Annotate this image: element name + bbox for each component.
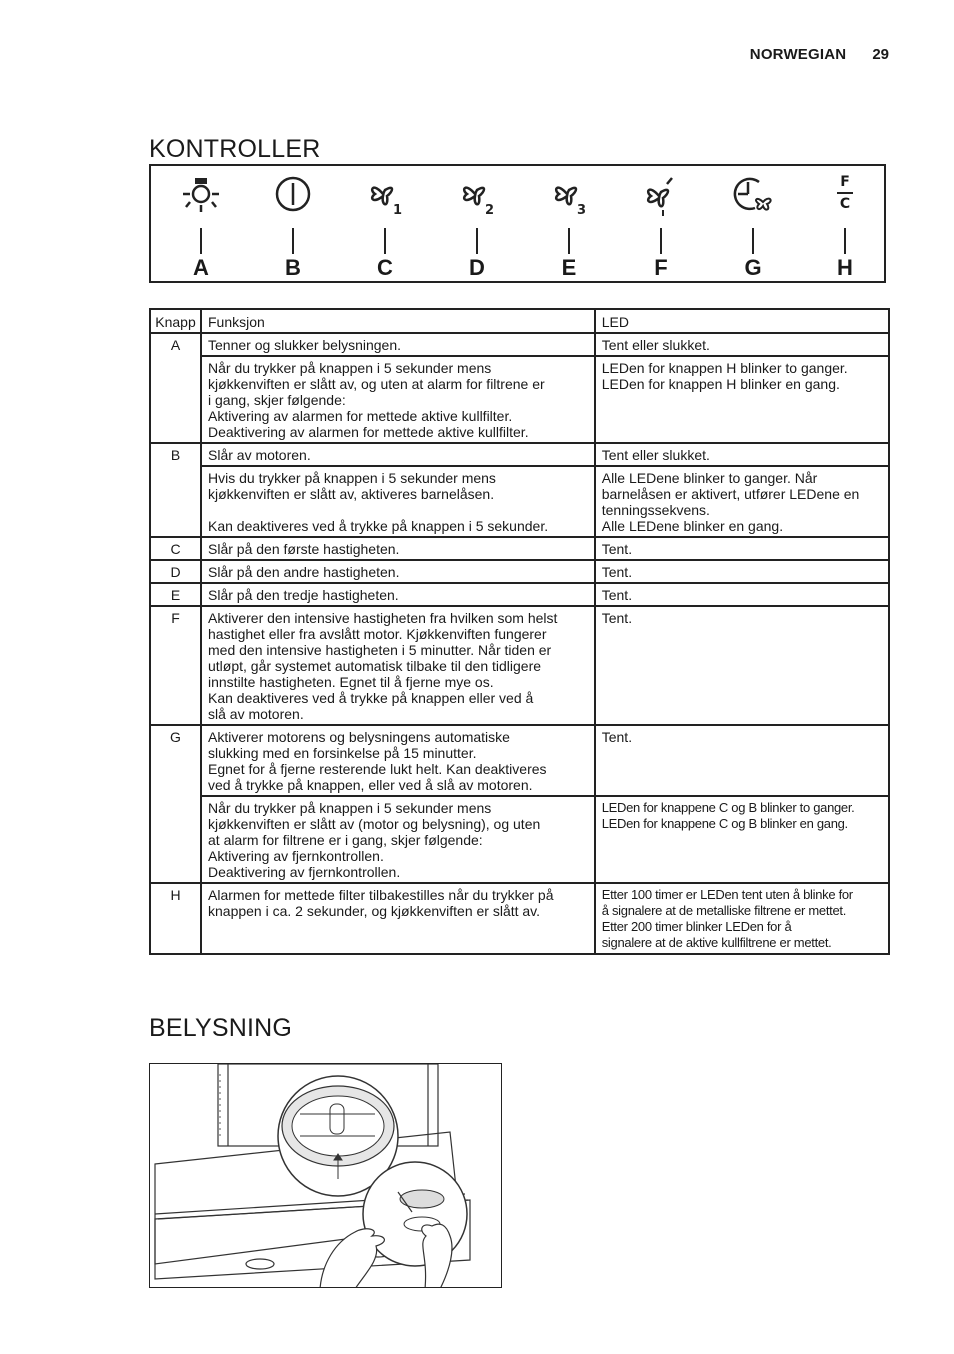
led-a-2: LEDen for knappen H blinker to ganger. LEDen for knappen H blinker en gang.: [595, 356, 889, 443]
control-d-letter: D: [469, 255, 485, 280]
header-funksjon: Funksjon: [201, 309, 595, 333]
key-c: C: [150, 537, 201, 560]
key-d: D: [150, 560, 201, 583]
control-d: [447, 166, 507, 281]
table-row: [150, 560, 889, 583]
table-row: [150, 537, 889, 560]
key-h: H: [150, 883, 201, 954]
lighting-section-title: BELYSNING: [149, 1014, 293, 1042]
table-row: [150, 606, 889, 725]
header-led: LED: [595, 309, 889, 333]
control-a-tick: [200, 228, 202, 254]
key-a: A: [150, 333, 201, 443]
control-f-tick: [660, 228, 662, 254]
control-d-tick: [476, 228, 478, 254]
control-e-tick: [568, 228, 570, 254]
header-knapp: Knapp: [150, 309, 201, 333]
hood-lamp-replacement-drawing: [150, 1064, 502, 1288]
fn-b-2: Hvis du trykker på knappen i 5 sekunder mens kjøkkenviften er slått av, aktiveres barnelåsen. Kan deaktiveres ved å trykke på knappen i 5 sekunder.: [201, 466, 595, 537]
table-row: [150, 333, 889, 356]
lighting-illustration: [149, 1063, 502, 1288]
svg-text:2: 2: [485, 203, 495, 218]
key-e: E: [150, 583, 201, 606]
page-header: [750, 46, 889, 63]
table-header-row: [150, 309, 889, 333]
control-panel-diagram: [149, 164, 886, 283]
fn-a-2: Når du trykker på knappen i 5 sekunder mens kjøkkenviften er slått av, og uten at alarm for filtrene er i gang, skjer følgende: Aktivering av alarmen for mettede aktive kullfilter. Deaktivering av alarmen for mettede aktive kullfilter.: [201, 356, 595, 443]
timer-fan-icon: [733, 176, 777, 220]
light-bulb-icon: [181, 176, 221, 220]
fn-f: Aktiverer den intensive hastigheten fra hvilken som helst hastighet eller fra avslått motor. Kjøkkenviften fungerer med den intensive hastigheten i 5 minutter. Når tiden er utløpt, går systemet automatisk tilbake til den tidligere innstilte hastigheten. Egnet til å fjerne mye os. Kan deaktiveres ved å trykke på knappen eller ved å slå av motoren.: [201, 606, 595, 725]
control-a-letter: A: [193, 255, 209, 280]
control-b: [263, 166, 323, 281]
table-row: [150, 883, 889, 954]
control-g: [723, 166, 783, 281]
control-b-tick: [292, 228, 294, 254]
led-h: Etter 100 timer er LEDen tent uten å blinke for å signalere at de metalliske filtrene er mettet. Etter 200 timer blinker LEDen for å signalere at de aktive kullfiltrene er mettet.: [595, 883, 889, 954]
fn-a-1: Tenner og slukker belysningen.: [201, 333, 595, 356]
control-a: [171, 166, 231, 281]
control-h: [815, 166, 875, 281]
table-row: [150, 725, 889, 796]
led-c: Tent.: [595, 537, 889, 560]
led-a-1: Tent eller slukket.: [595, 333, 889, 356]
control-c: [355, 166, 415, 281]
table-row: [150, 356, 889, 443]
fan-speed-1-icon: [365, 176, 405, 220]
table-row: [150, 796, 889, 883]
control-b-letter: B: [285, 255, 301, 280]
table-row: [150, 583, 889, 606]
filter-fc-bottom: C: [839, 195, 851, 212]
control-e-letter: E: [561, 255, 577, 280]
filter-fc-top: F: [840, 174, 850, 190]
filter-fc-icon: [835, 174, 855, 212]
led-d: Tent.: [595, 560, 889, 583]
svg-text:1: 1: [393, 203, 403, 218]
language-label: NORWEGIAN: [749, 46, 847, 63]
controls-function-table: [149, 308, 890, 955]
led-b-1: Tent eller slukket.: [595, 443, 889, 466]
control-h-letter: H: [837, 255, 853, 280]
fn-e: Slår på den tredje hastigheten.: [201, 583, 595, 606]
control-e: [539, 166, 599, 281]
svg-text:3: 3: [577, 203, 587, 218]
table-row: [150, 466, 889, 537]
fn-h: Alarmen for mettede filter tilbakestilles når du trykker på knappen i ca. 2 sekunder, og kjøkkenviften er slått av.: [201, 883, 595, 954]
fn-g-2: Når du trykker på knappen i 5 sekunder mens kjøkkenviften er slått av (motor og belysning), og uten at alarm for filtrene er i gang, skjer følgende: Aktivering av fjernkontrollen. Deaktivering av fjernkontrollen.: [201, 796, 595, 883]
page-number: 29: [872, 46, 889, 63]
control-c-tick: [384, 228, 386, 254]
fn-d: Slår på den andre hastigheten.: [201, 560, 595, 583]
led-b-2: Alle LEDene blinker to ganger. Når barnelåsen er aktivert, utfører LEDene en tenningssekvens. Alle LEDene blinker en gang.: [595, 466, 889, 537]
led-g-2: LEDen for knappene C og B blinker to ganger. LEDen for knappene C og B blinker en gang.: [595, 796, 889, 883]
table-row: [150, 443, 889, 466]
controls-section-title: KONTROLLER: [149, 135, 321, 163]
key-f: F: [150, 606, 201, 725]
fn-b-1: Slår av motoren.: [201, 443, 595, 466]
led-g-1: Tent.: [595, 725, 889, 796]
control-g-tick: [752, 228, 754, 254]
fan-speed-3-icon: [549, 176, 589, 220]
key-g: G: [150, 725, 201, 883]
led-e: Tent.: [595, 583, 889, 606]
control-f: [631, 166, 691, 281]
fan-speed-2-icon: [457, 176, 497, 220]
fn-g-1: Aktiverer motorens og belysningens automatiske slukking med en forsinkelse på 15 minutter. Egnet for å fjerne resterende lukt helt. Kan deaktiveres ved å trykke på knappen, eller ved å slå av motoren.: [201, 725, 595, 796]
key-b: B: [150, 443, 201, 537]
control-c-letter: C: [377, 255, 393, 280]
control-h-tick: [844, 228, 846, 254]
control-g-letter: G: [744, 255, 762, 280]
led-f: Tent.: [595, 606, 889, 725]
power-icon: [273, 176, 313, 220]
fan-intensive-icon: [641, 176, 681, 220]
control-f-letter: F: [654, 255, 668, 280]
fn-c: Slår på den første hastigheten.: [201, 537, 595, 560]
